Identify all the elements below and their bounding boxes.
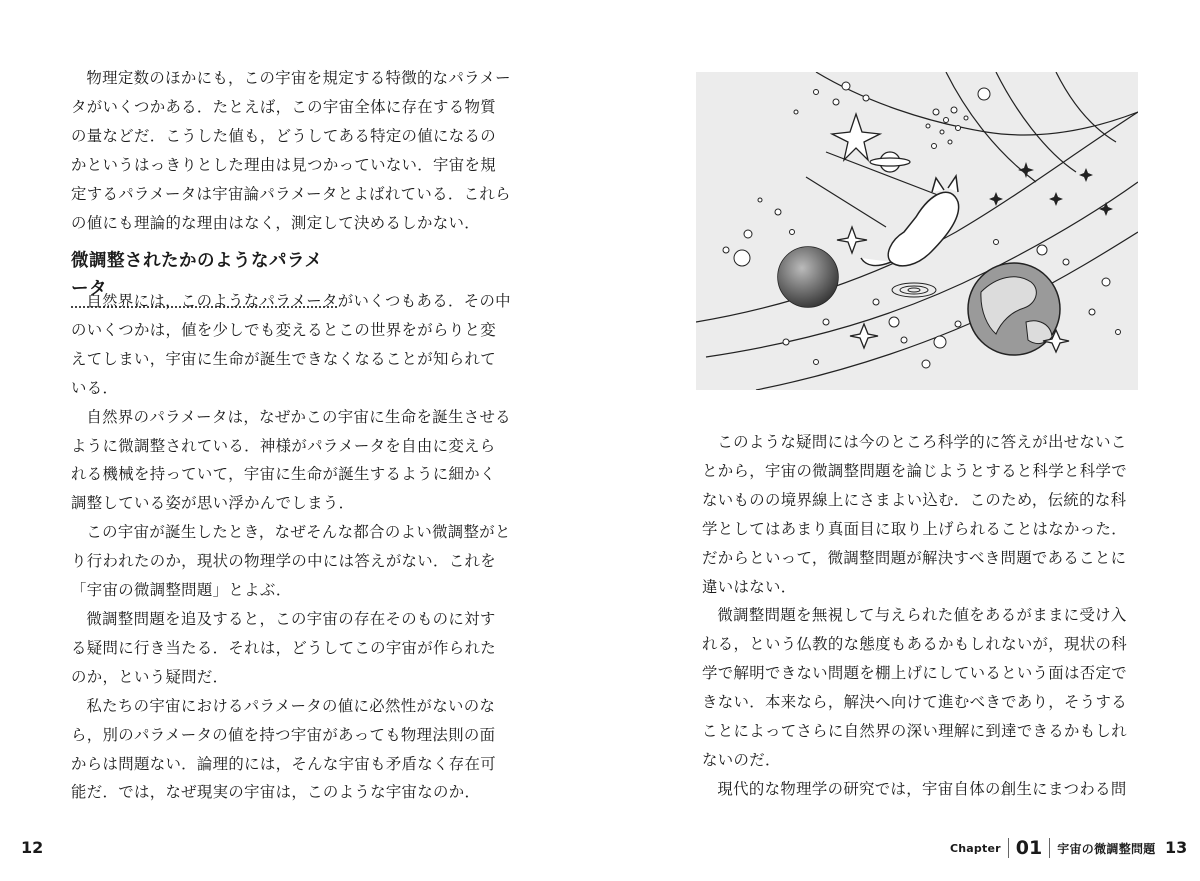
left-body-text [71,287,511,807]
paragraph: 微調整問題を追及すると，この宇宙の存在そのものに対する疑問に行き当たる．それは，どうしてこの宇宙が作られたのか，という疑問だ． [71,609,496,686]
paragraph: 現代的な物理学の研究では，宇宙自体の創生にまつわる問 [717,779,1127,798]
page-number: 12 [21,838,44,857]
illustration-drawing [696,72,1138,390]
footer-divider [1008,838,1009,858]
footer-divider [1049,838,1050,858]
paragraph: この宇宙が誕生したとき，なぜそんな都合のよい微調整がとり行われたのか，現状の物理学の中には答えがない．これを「宇宙の微調整問題」とよぶ． [71,523,511,600]
paragraph: このような疑問には今のところ科学的に答えが出せないことから，宇宙の微調整問題を論じようとすると科学と科学でないものの境界線上にさまよい込む．このため，伝統的な科学としてはあまり真面目に取り上げられることはなかった．だからといって，微調整問題が解決すべき問題であることに違いはない． [702,433,1127,596]
chapter-title: 宇宙の微調整問題 [1057,841,1156,856]
chapter-label: Chapter [950,841,1001,855]
paragraph: 自然界のパラメータは，なぜかこの宇宙に生命を誕生させるように微調整されている．神様がパラメータを自由に変えられる機械を持っていて，宇宙に生命が誕生するように細かく調整している姿が思い浮かんでしまう． [71,407,511,513]
paragraph: 私たちの宇宙におけるパラメータの値に必然性がないのなら，別のパラメータの値を持つ宇宙があっても物理法則の面からは問題ない．論理的には，そんな宇宙も矛盾なく存在可能だ．では，なぜ現実の宇宙は，このような宇宙なのか． [71,696,496,802]
galaxy [892,283,936,297]
right-body-text [702,428,1142,804]
space-cat-illustration [696,72,1138,390]
running-footer [950,834,1156,862]
ringed-planet [870,152,910,172]
paragraph: 物理定数のほかにも，この宇宙を規定する特徴的なパラメータがいくつかある．たとえば，この宇宙全体に存在する物質の量などだ．こうした値も，どうしてある特定の値になるのかというはっきりとした理由は見つかっていない．宇宙を規定するパラメータは宇宙論パラメータとよばれている．これらの値にも理論的な理由はなく，測定して決めるしかない． [71,69,511,232]
right-page [600,0,1200,881]
paragraph: 自然界には，このようなパラメータがいくつもある．その中のいくつかは，値を少しでも変えるとこの世界をがらりと変えてしまい，宇宙に生命が誕生できなくなることが知られている． [71,292,511,397]
paragraph: 微調整問題を無視して与えられた値をあるがままに受け入れる，という仏教的な態度もあるかもしれないが，現状の科学で解明できない問題を棚上げにしているという面は否定できない．本来なら，解決へ向けて進むべきであり，そうすることによってさらに自然界の深い理解に到達できるかもしれないのだ． [702,606,1127,769]
page-number: 13 [1165,838,1188,857]
chapter-number: 01 [1015,837,1043,859]
left-intro-text [71,64,511,237]
section-heading: 微調整されたかのようなパラメータ [71,247,337,308]
